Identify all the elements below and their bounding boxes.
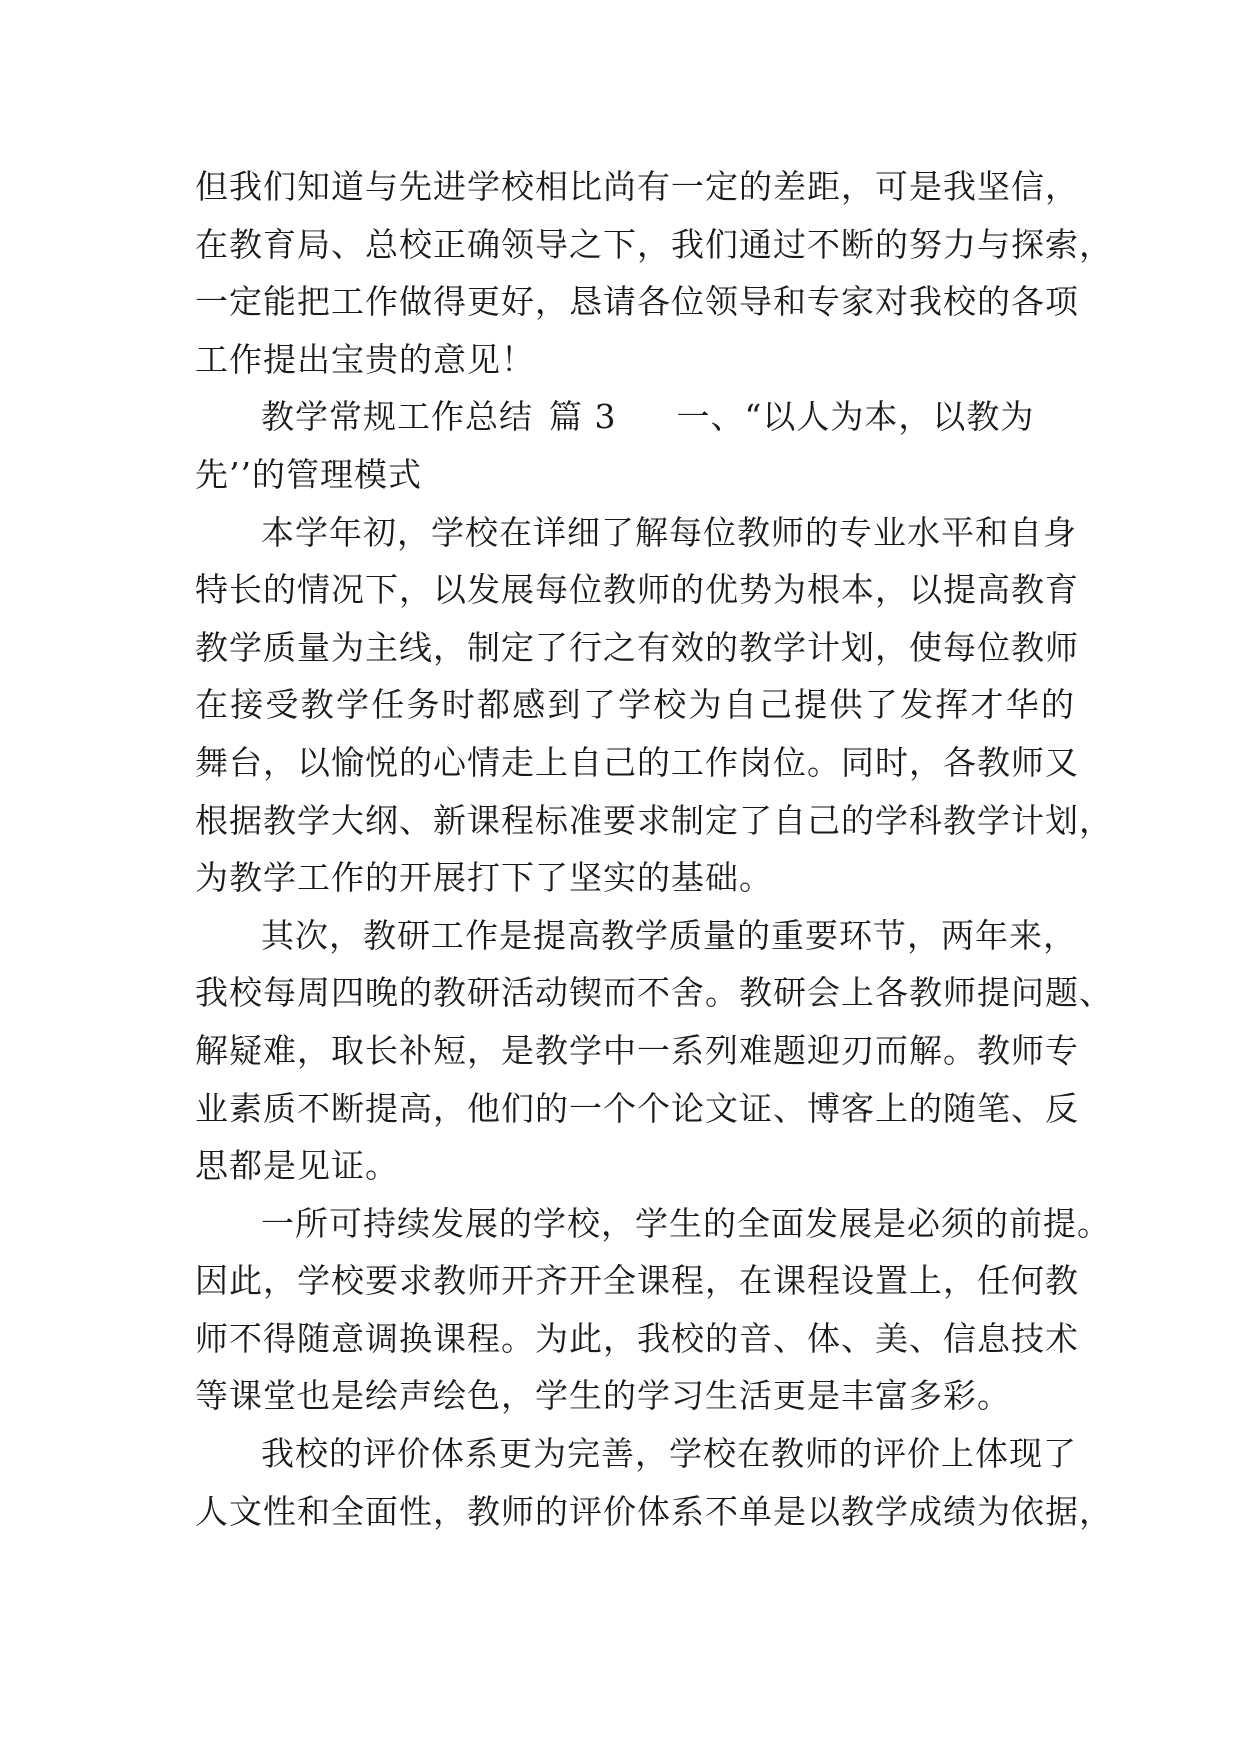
text-line: 在教育局、总校正确领导之下，我们通过不断的努力与探索， <box>195 224 1113 264</box>
text-line: 业素质不断提高，他们的一个个论文证、博客上的随笔、反 <box>195 1088 1079 1128</box>
document-page <box>195 158 1113 1540</box>
text-line: 舞台，以愉悦的心情走上自己的工作岗位。同时，各教师又 <box>195 742 1079 782</box>
text-line: 我校每周四晚的教研活动锲而不舍。教研会上各教师提问题、 <box>195 973 1113 1013</box>
paragraph-2 <box>195 504 1113 907</box>
text-line: 一定能把工作做得更好，恳请各位领导和专家对我校的各项 <box>195 282 1079 322</box>
section-heading <box>195 388 1075 503</box>
text-line: 本学年初，学校在详细了解每位教师的专业水平和自身 <box>261 512 1077 552</box>
text-line: 在接受教学任务时都感到了学校为自己提供了发挥才华的 <box>195 685 1075 725</box>
paragraph-3 <box>195 907 1113 1195</box>
heading-section-title-cont: 先’’的管理模式 <box>195 454 422 494</box>
text-line: 为教学工作的开展打下了坚实的基础。 <box>195 858 773 898</box>
text-line: 一所可持续发展的学校，学生的全面发展是必须的前提。 <box>261 1203 1111 1243</box>
text-line: 等课堂也是绘声绘色，学生的学习生活更是丰富多彩。 <box>195 1376 1011 1416</box>
text-line: 我校的评价体系更为完善，学校在教师的评价上体现了 <box>261 1434 1077 1474</box>
text-line: 教学质量为主线，制定了行之有效的教学计划，使每位教师 <box>195 627 1079 667</box>
text-line: 根据教学大纲、新课程标准要求制定了自己的学科教学计划， <box>195 800 1113 840</box>
text-line: 特长的情况下，以发展每位教师的优势为根本，以提高教育 <box>195 570 1079 610</box>
text-line: 解疑难，取长补短，是教学中一系列难题迎刃而解。教师专 <box>195 1030 1079 1070</box>
text-line: 工作提出宝贵的意见！ <box>195 339 535 379</box>
text-line: 但我们知道与先进学校相比尚有一定的差距，可是我坚信， <box>195 167 1079 206</box>
text-line: 人文性和全面性，教师的评价体系不单是以教学成绩为依据， <box>195 1491 1113 1531</box>
heading-section-title: 一、“以人为本，以教为 <box>676 397 1035 437</box>
paragraph-1 <box>195 158 1113 388</box>
heading-title: 教学常规工作总结 <box>261 397 533 437</box>
text-line: 师不得随意调换课程。为此，我校的音、体、美、信息技术 <box>195 1318 1079 1358</box>
paragraph-5 <box>195 1425 1113 1540</box>
paragraph-4 <box>195 1195 1111 1425</box>
text-line: 因此，学校要求教师开齐开全课程，在课程设置上，任何教 <box>195 1261 1079 1301</box>
text-line: 其次，教研工作是提高教学质量的重要环节，两年来， <box>261 915 1077 955</box>
text-line: 思都是见证。 <box>195 1146 399 1186</box>
heading-article-number: 篇 3 <box>549 397 617 437</box>
